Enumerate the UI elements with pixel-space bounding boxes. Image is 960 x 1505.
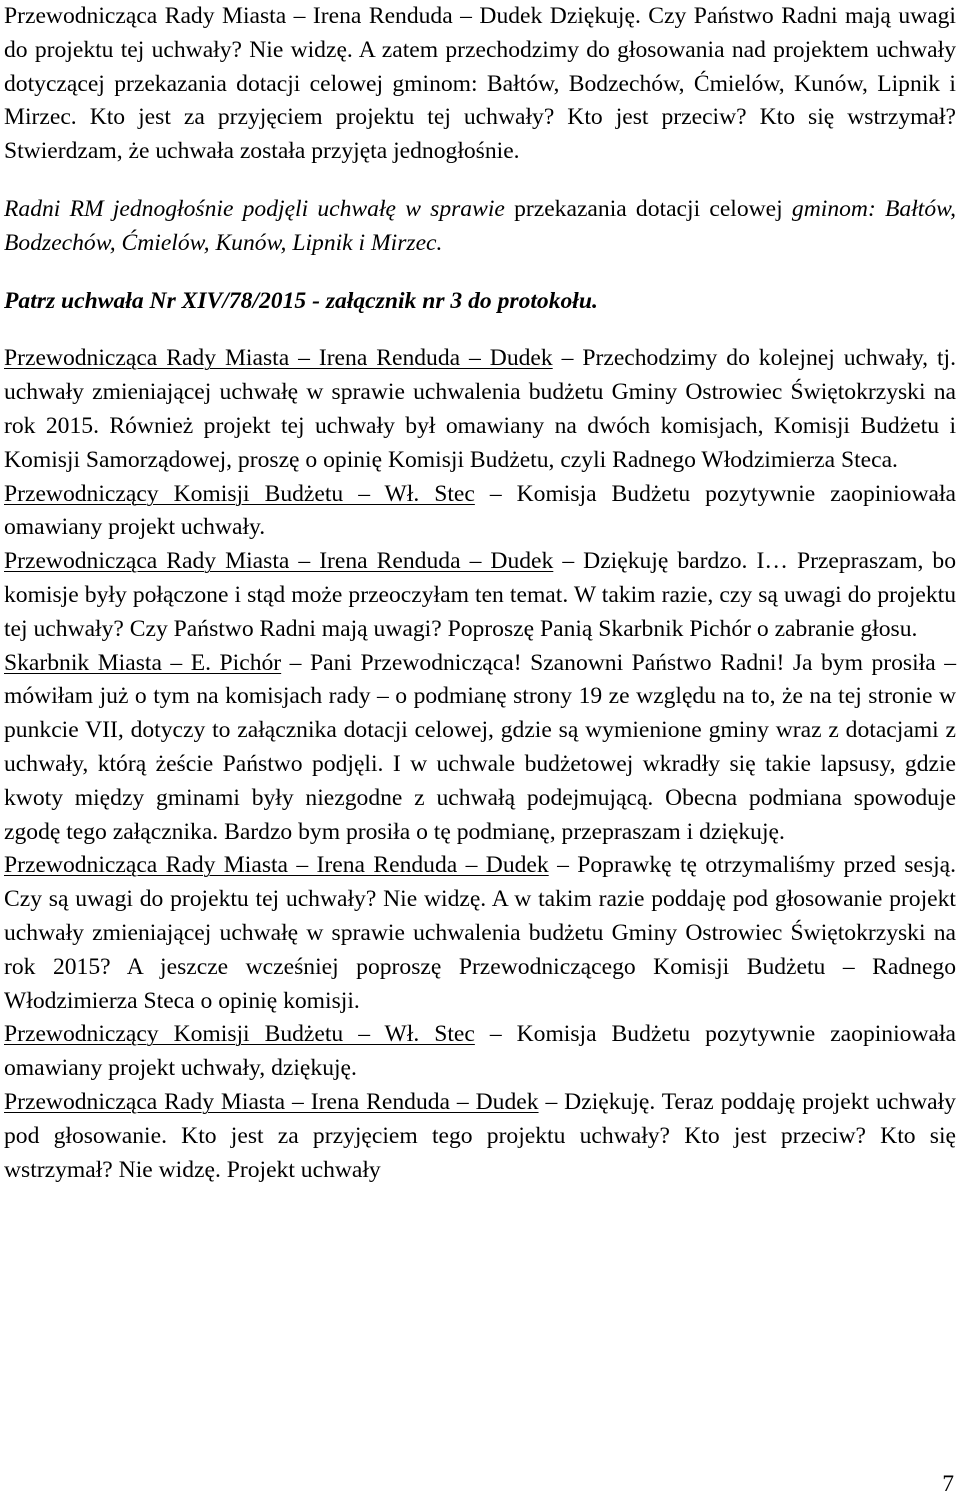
paragraph-chair-thanks — [4, 545, 956, 646]
paragraph-text: Dziękuję. Czy Państwo Radni mają uwagi do projektu tej uchwały? Nie widzę. A zatem przechodzimy do głosowania nad projektem uchwały dotyczącej przekazania dotacji celowej gminom: Bałtów, Bodzechów, Ćmielów, Kunów, Lipnik i Mirzec. Kto jest za przyjęciem projektu tej uchwały? Kto jest przeciw? Kto się wstrzymał? Stwierdzam, że uchwała została przyjęta jednogłośnie. — [4, 3, 956, 165]
paragraph-treasurer — [4, 647, 956, 850]
paragraph-text: – Komisja Budżetu pozytywnie zaopiniowała omawiany projekt uchwały. — [4, 480, 956, 541]
paragraph-text: Przewodnicząca Rady Miasta – Irena Renduda – Dudek — [4, 3, 543, 29]
paragraph-text: – Dziękuję bardzo. I… Przepraszam, bo komisje były połączone i stąd może przeoczyłam ten temat. W takim razie, czy są uwagi do projektu tej uchwały? Czy Państwo Radni mają uwagi? Poproszę Panią Skarbnik Pichór o zabranie głosu. — [4, 548, 956, 642]
paragraph-chair-next-resolution — [4, 342, 956, 477]
resolution-note-italic: gminom: Bałtów, Bodzechów, Ćmielów, Kunów, Lipnik i Mirzec. — [4, 195, 957, 256]
document-page — [4, 0, 956, 1187]
paragraph-chair-amendment — [4, 849, 956, 1018]
paragraph-budget-committee-opinion-2 — [4, 1018, 956, 1086]
paragraph-see-attachment — [4, 285, 956, 319]
speaker-name: Skarbnik Miasta – E. Pichór — [4, 649, 282, 676]
paragraph-text: – Komisja Budżetu pozytywnie zaopiniowała omawiany projekt uchwały, dziękuję. — [4, 1021, 956, 1082]
speaker-name: Przewodnicząca Rady Miasta – Irena Renduda – Dudek — [4, 548, 554, 575]
resolution-note-normal: przekazania dotacji celowej — [504, 195, 792, 222]
paragraph-text: – Pani Przewodnicząca! Szanowni Państwo Radni! Ja bym prosiła – mówiłam już o tym na komisjach rady – o podmianę strony 19 ze względu na to, że na tej stronie w punkcie VII, dotyczy to załącznika dotacji celowej, gdzie są wymienione gminy wraz z dotacjami z uchwały, którą żeście Państwo podjęli. I w uchwale budżetowej wkradły się takie lapsusy, gdzie kwoty między gminami były niezgodne z uchwałą podejmującą. Obecna podmiana spowoduje zgodę tego załącznika. Bardzo bym prosiła o tę podmianę, przepraszam i dziękuję. — [4, 649, 956, 845]
paragraph-text: – Poprawkę tę otrzymaliśmy przed sesją. Czy są uwagi do projektu tej uchwały? Nie widzę. A w takim razie poddaję pod głosowanie projekt uchwały zmieniającej uchwałę w sprawie uchwalenia budżetu Gminy Ostrowiec Świętokrzyski na rok 2015? A jeszcze wcześniej poproszę Przewodniczącego Komisji Budżetu – Radnego Włodzimierza Steca o opinię komisji. — [4, 852, 956, 1014]
page-number: 7 — [942, 1471, 954, 1497]
paragraph-budget-committee-opinion — [4, 478, 956, 546]
paragraph-text: – Przechodzimy do kolejnej uchwały, tj. uchwały zmieniającej uchwałę w sprawie uchwalenia budżetu Gminy Ostrowiec Świętokrzyski na rok 2015. Również projekt tej uchwały był omawiany na dwóch komisjach, Komisji Budżetu i Komisji Samorządowej, proszę o opinię Komisji Budżetu, czyli Radnego Włodzimierza Steca. — [4, 345, 956, 473]
speaker-name: Przewodnicząca Rady Miasta – Irena Renduda – Dudek — [4, 1088, 539, 1115]
paragraph-text: – Dziękuję. Teraz poddaję projekt uchwały pod głosowanie. Kto jest za przyjęciem tego projektu uchwały? Kto jest przeciw? Kto się wstrzymał? Nie widzę. Projekt uchwały — [4, 1088, 956, 1183]
paragraph-resolution-adopted — [4, 193, 956, 261]
paragraph-chair-thanks-voting — [4, 0, 956, 169]
paragraph-chair-vote — [4, 1086, 956, 1187]
speaker-name: Przewodnicząca Rady Miasta – Irena Renduda – Dudek — [4, 852, 549, 879]
speaker-name: Przewodniczący Komisji Budżetu – Wł. Stec — [4, 1021, 475, 1048]
speaker-name: Przewodniczący Komisji Budżetu – Wł. Stec — [4, 480, 475, 507]
attachment-reference: Patrz uchwała Nr XIV/78/2015 - załącznik nr 3 do protokołu. — [4, 287, 598, 314]
speaker-name: Przewodnicząca Rady Miasta – Irena Renduda – Dudek — [4, 345, 553, 372]
resolution-note-italic: Radni RM jednogłośnie podjęli uchwałę w sprawie — [4, 195, 505, 222]
